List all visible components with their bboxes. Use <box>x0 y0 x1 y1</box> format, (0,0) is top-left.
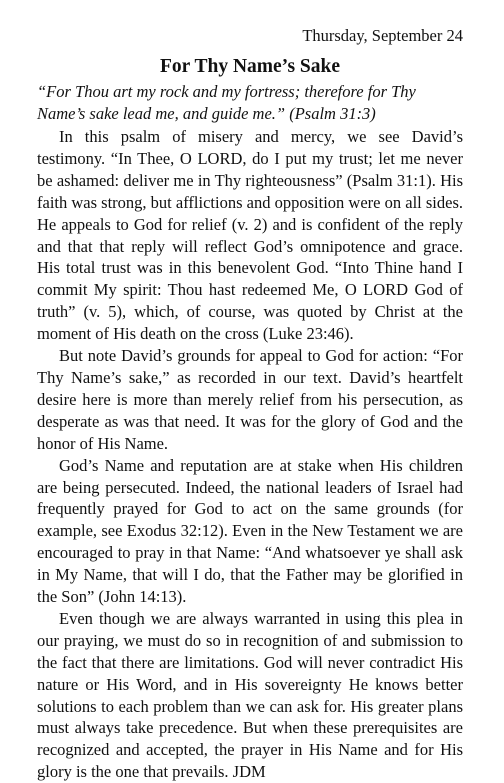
devotional-title: For Thy Name’s Sake <box>159 56 341 77</box>
body-paragraph-4: Even though we are always warranted in using this plea in our praying, we must do so in recognition of and submission to the fact that there are limitations. God will never contradict His nature or His Word, and in His sovereignty He knows better solutions to each problem than we can ask for. His greater plans must always take precedence. But when these prerequisites are recognized and accepted, the prayer in His Name and for His glory is the one that prevails. JDM <box>37 608 463 782</box>
body-paragraph-1: In this psalm of misery and mercy, we see David’s testimony. “In Thee, O LORD, do I put my trust; let me never be ashamed: deliver me in Thy righteousness” (Psalm 31:1). His faith was strong, but afflictions and opposition were on all sides. He appeals to God for relief (v. 2) and is confident of the reply and that that reply will reflect God’s omnipotence and grace. His total trust was in this benevolent God. “Into Thine hand I commit My spirit: Thou hast redeemed Me, O LORD God of truth” (v. 5), which, of course, was quoted by Christ at the moment of His death on the cross (Luke 23:46). <box>37 127 463 344</box>
scripture-verse: “For Thou art my rock and my fortress; therefore for Thy Name’s sake lead me, and guide me.” (Psalm 31:3) <box>37 82 416 123</box>
devotional-body <box>37 126 463 783</box>
body-paragraph-3: God’s Name and reputation are at stake when His children are being persecuted. Indeed, the national leaders of Israel had frequently prayed for God to act on the same grounds (for example, see Exodus 32:12). Even in the New Testament we are encouraged to pray in that Name: “And whatsoever ye shall ask in My Name, that will I do, that the Father may be glorified in the Son” (John 14:13). <box>37 455 463 607</box>
body-paragraph-2: But note David’s grounds for appeal to God for action: “For Thy Name’s sake,” as recorded in our text. David’s heartfelt desire here is more than merely relief from his persecution, as desperate as was that need. It was for the glory of God and the honor of His Name. <box>37 346 463 453</box>
page-date: Thursday, September 24 <box>302 26 463 45</box>
